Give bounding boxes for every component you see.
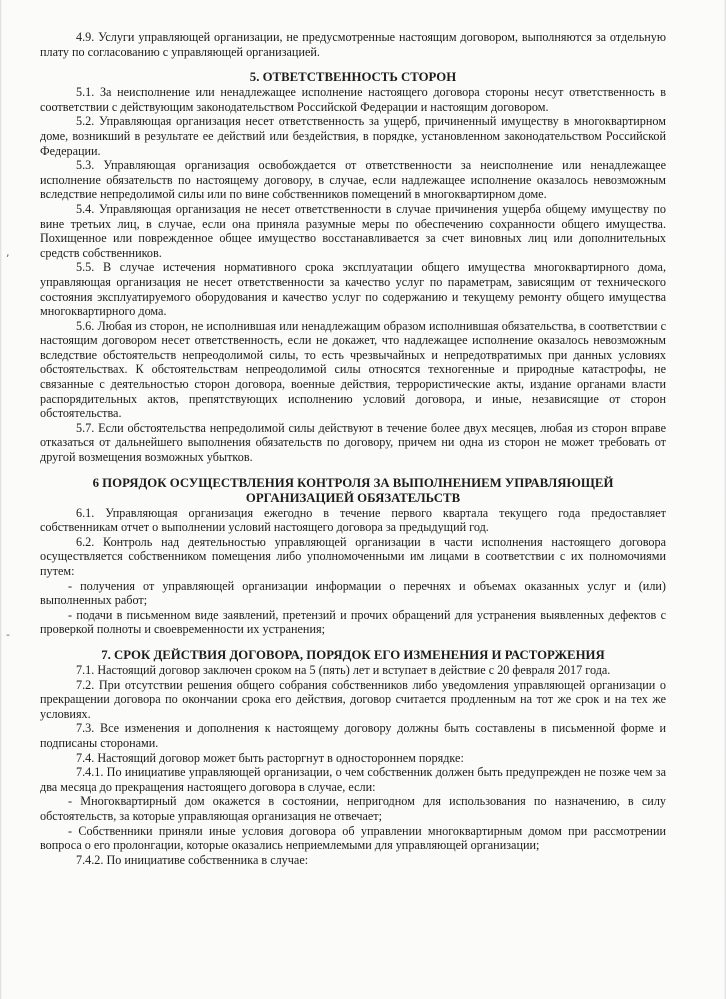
clause-7-1: 7.1. Настоящий договор заключен сроком на 5 (пять) лет и вступает в действие с 20 февраля 2017 года. — [76, 662, 611, 677]
clause-6-2-item-2: - подачи в письменном виде заявлений, претензий и прочих обращений для устранения выявленных дефектов с проверкой полноты и своевременности их устранения; — [40, 607, 666, 637]
scan-left-edge — [0, 0, 2, 999]
clause-5-3: 5.3. Управляющая организация освобождается от ответственности за неисполнение или ненадлежащее исполнение обязательств по настоящему договору, в случае, если надлежащее исполнение оказалось невозможным вследствие непредолимой силы или по вине собственников помещений в многоквартирном доме. — [40, 158, 666, 202]
clause-7-4-1: 7.4.1. По инициативе управляющей организации, о чем собственник должен быть предупрежден не позже чем за два месяца до прекращения настоящего договора в случае, если: — [40, 765, 666, 794]
clause-7-3: 7.3. Все изменения и дополнения к настоящему договору должны быть составлены в письменной форме и подписаны сторонами. — [40, 721, 666, 750]
clause-6-2-item-1: - получения от управляющей организации информации о перечнях и объемах оказанных услуг и (или) выполненных работ; — [40, 578, 666, 608]
clause-5-5: 5.5. В случае истечения нормативного срока эксплуатации общего имущества многоквартирного дома, управляющая организация не несет ответственности за качество услуг по параметрам, зависящим от технического состояния эксплуатируемого оборудования и качество услуг по содержанию и текущему ремонту общего имущества многоквартирного дома. — [40, 260, 666, 319]
section-5-heading: 5. ОТВЕТСТВЕННОСТЬ СТОРОН — [249, 70, 457, 85]
clause-5-1: 5.1. За неисполнение или ненадлежащее исполнение настоящего договора стороны несут ответственность в соответствии с действующим законодательством Российской Федерации и настоящим договором. — [40, 85, 666, 114]
clause-7-2: 7.2. При отсутствии решения общего собрания собственников либо уведомления управляющей организации о прекращении договора по окончании срока его действия, договор считается продленным на тот же срок и на тех же условиях. — [40, 677, 666, 721]
clause-7-4-1-item-1: - Многоквартирный дом окажется в состоянии, непригодном для использования по назначению, в силу обстоятельств, за которые управляющая организация не отвечает; — [40, 794, 666, 823]
scan-tick-mark: , — [6, 246, 10, 259]
clause-5-4: 5.4. Управляющая организация не несет ответственности в случае причинения ущерба общему имуществу по вине третьих лиц, в случае, если она приняла разумные меры по обеспечению сохранности общего имущества. Похищенное или поврежденное общее имущество восстанавливается за счет виновных лиц или дополнительных средств собственников. — [40, 201, 666, 260]
clause-7-4: 7.4. Настоящий договор может быть расторгнут в одностороннем порядке: — [76, 750, 464, 765]
section-7-heading: 7. СРОК ДЕЙСТВИЯ ДОГОВОРА, ПОРЯДОК ЕГО ИЗМЕНЕНИЯ И РАСТОРЖЕНИЯ — [101, 647, 605, 662]
document-body — [40, 30, 666, 867]
clause-7-4-1-item-2: - Собственники приняли иные условия договора об управлении многоквартирным домом при рассмотрении вопроса о его пролонгации, которые оказались неприемлемыми для управляющей организации; — [40, 823, 666, 853]
clause-6-2: 6.2. Контроль над деятельностью управляющей организации в части исполнения настоящего договора осуществляется собственником помещения либо уполномоченными им лицами в соответствии с их полномочиями путем: — [40, 534, 666, 578]
clause-5-7: 5.7. Если обстоятельства непредолимой силы действуют в течение более двух месяцев, любая из сторон вправе отказаться от дальнейшего выполнения обязательств по договору, причем ни одна из сторон не может требовать от другой возмещения возможных убытков. — [40, 420, 666, 465]
clause-7-4-2: 7.4.2. По инициативе собственника в случае: — [76, 852, 309, 867]
clause-6-1: 6.1. Управляющая организация ежегодно в течение первого квартала текущего года предоставляет собственникам отчет о выполнении условий настоящего договора за предыдущий год. — [40, 505, 666, 535]
clause-4-9: 4.9. Услуги управляющей организации, не предусмотренные настоящим договором, выполняются за отдельную плату по согласованию с управляющей организацией. — [40, 30, 666, 59]
clause-5-6: 5.6. Любая из сторон, не исполнившая или ненадлежащим образом исполнившая обязательства, в соответствии с настоящим договором несет ответственность, если не докажет, что надлежащее исполнение оказалось невозможным вследствие обстоятельств непреодолимой силы, то есть чрезвычайных и непредотвратимых при данных условиях обстоятельствах. К обстоятельствам непреодолимой силы относятся техногенные и природные катастрофы, не связанные с деятельностью сторон договора, военные действия, террористические акты, издание органами власти распорядительных актов, препятствующих исполнению условий договора, и иные, независящие от сторон обстоятельства. — [40, 318, 666, 421]
clause-5-2: 5.2. Управляющая организация несет ответственность за ущерб, причиненный имуществу в многоквартирном доме, возникший в результате ее действий или бездействия, в порядке, установленном законодательством Российской Федерации. — [40, 114, 666, 158]
scan-tick-mark: - — [6, 628, 10, 641]
section-6-heading: 6 ПОРЯДОК ОСУЩЕСТВЛЕНИЯ КОНТРОЛЯ ЗА ВЫПОЛНЕНИЕМ УПРАВЛЯЮЩЕЙ ОРГАНИЗАЦИЕЙ ОБЯЗАТЕЛЬСТВ — [92, 475, 614, 505]
